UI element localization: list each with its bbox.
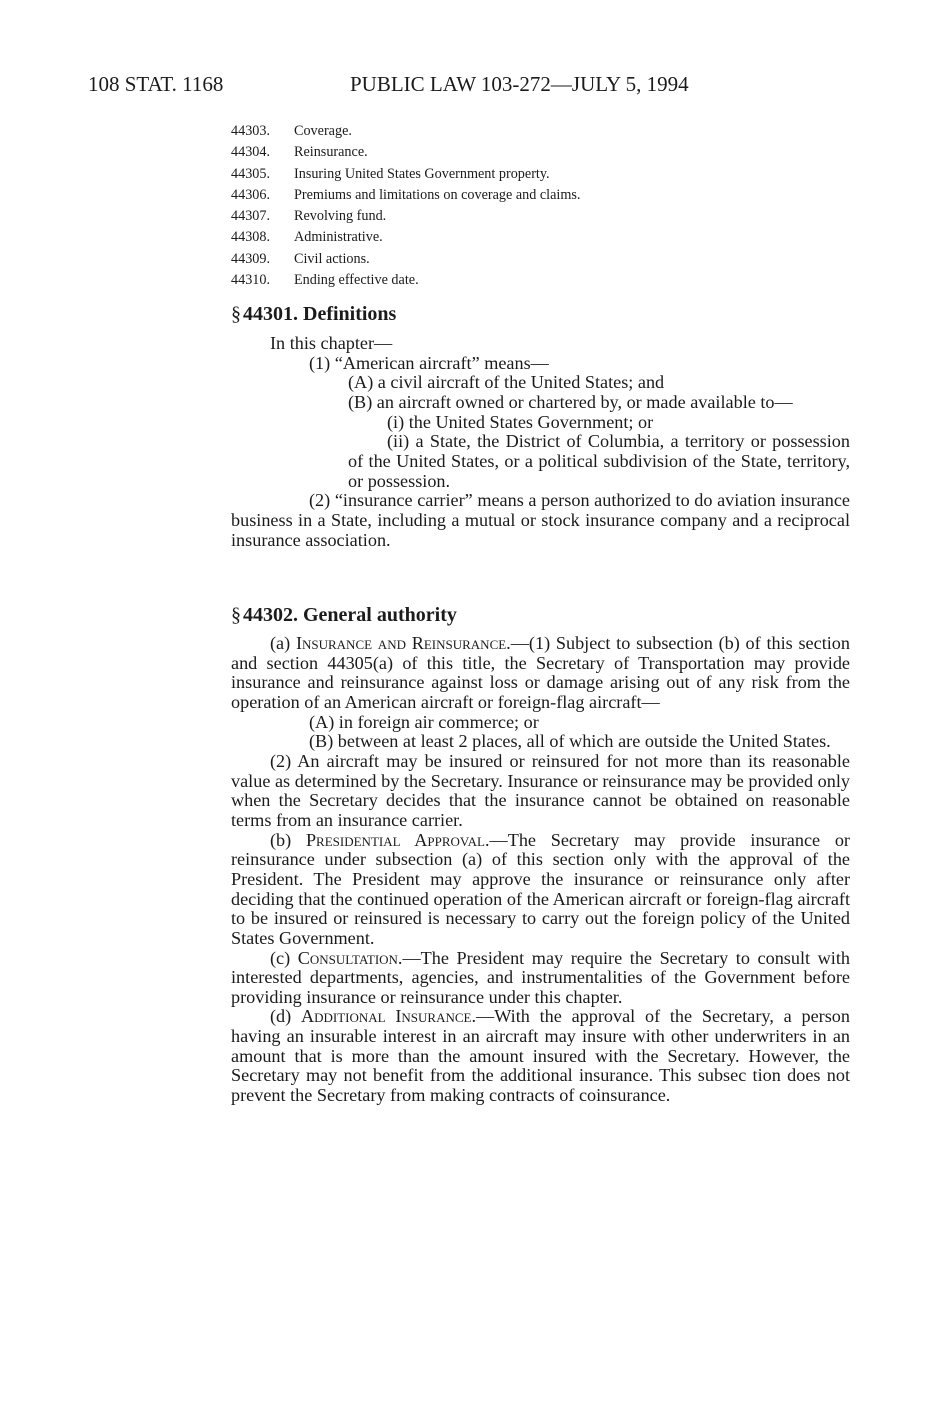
section-number: 44304.: [231, 144, 271, 161]
paragraph: (B) between at least 2 places, all of which are outside the United States.: [309, 731, 831, 752]
subsection-text: —The President may require the Secretary to consult with interested departments, agencies, and instrumentalities of the Government before providing insurance or reinsurance under this chapter.: [231, 947, 850, 1007]
section-list-item: [231, 142, 580, 163]
subsection-b: [231, 831, 850, 949]
section-number: 44303.: [231, 123, 271, 139]
section-title: Administrative.: [294, 229, 383, 246]
paragraph: (B) an aircraft owned or chartered by, or made available to—: [348, 391, 793, 412]
subsection-label: (c): [270, 947, 298, 968]
subsection-text: —With the approval of the Secretary, a person having an insurable interest in an aircraft may insure with other underwriters in an amount that is more than the amount insured with the Secretary. However, the Secretary may not benefit from the additional insurance. This subsec tion does not prevent the Secretary from making contracts of coinsurance.: [231, 1006, 850, 1106]
section-list-item: [231, 164, 580, 185]
section-list-item: [231, 121, 580, 142]
section-symbol: §: [231, 303, 241, 325]
section-title: Premiums and limitations on coverage and claims.: [294, 186, 581, 203]
subsection-heading: Insurance and Reinsurance.: [295, 633, 511, 653]
subsection-heading: Additional Insurance.: [300, 1006, 477, 1027]
section-title: Reinsurance.: [294, 144, 368, 161]
stat-page-number: 108 STAT. 1168: [88, 72, 224, 96]
subsection-heading: Consultation.: [297, 947, 403, 968]
section-symbol: §: [231, 604, 241, 626]
section-title: Ending effective date.: [294, 272, 419, 289]
paragraph: (1) “American aircraft” means—: [309, 352, 549, 373]
section-title: Civil actions.: [294, 250, 370, 267]
section-heading-number: 44301.: [243, 303, 298, 325]
subsection-label: (d): [270, 1006, 301, 1027]
section-heading-44301: [231, 303, 396, 326]
subsection-label: (b): [270, 829, 306, 850]
public-law-title: PUBLIC LAW 103-272—JULY 5, 1994: [350, 72, 689, 96]
section-number: 44306.: [231, 186, 271, 203]
paragraph: In this chapter—: [270, 333, 393, 353]
section-list-item: [231, 227, 580, 248]
subsection-heading: Presidential Approval.: [305, 829, 490, 850]
section-title: Revolving fund.: [294, 208, 387, 225]
section-list-item: [231, 249, 580, 270]
subsection-label: (a): [270, 633, 296, 653]
section-number: 44308.: [231, 229, 271, 246]
paragraph: (2) “insurance carrier” means a person authorized to do aviation insurance business in a State, including a mutual or stock insurance company and a reciprocal insurance association.: [231, 490, 850, 550]
section-body-44302: [231, 634, 850, 1106]
section-title: Insuring United States Government property.: [294, 165, 550, 182]
section-list-item: [231, 270, 580, 291]
section-number: 44307.: [231, 208, 271, 225]
paragraph: (ii) a State, the District of Columbia, a territory or possession of the United States, or a political subdivision of the State, territory, or possession.: [348, 431, 850, 491]
section-body-44301: [231, 334, 850, 550]
section-heading-number: 44302.: [243, 604, 298, 626]
section-number: 44309.: [231, 250, 271, 267]
paragraph: (A) in foreign air commerce; or: [309, 711, 539, 732]
paragraph: (A) a civil aircraft of the United States; and: [348, 372, 665, 393]
paragraph: (i) the United States Government; or: [387, 411, 654, 432]
section-title: Coverage.: [294, 123, 352, 139]
paragraph: (2) An aircraft may be insured or reinsured for not more than its reasonable value as determined by the Secretary. Insurance or reinsurance may be provided only when the Secretary decides that the insurance cannot be obtained on reasonable terms from an insurance carrier.: [231, 750, 850, 830]
section-number: 44305.: [231, 165, 271, 182]
subsection-text: —(1) Subject to subsection (b) of this section and section 44305(a) of this title, the Secretary of Transportation may provide insurance and reinsurance against loss or damage arising out of any risk from the operation of an American aircraft or foreign-flag aircraft—: [231, 633, 850, 712]
section-heading-44302: [231, 604, 457, 627]
subsection-a: [231, 634, 850, 713]
section-heading-title: Definitions: [303, 303, 397, 325]
subsection-text: —The Secretary may provide insurance or reinsurance under subsection (a) of this section only with the approval of the President. The President may approve the insurance or reinsurance only after deciding that the continued operation of the American aircraft or foreign-flag aircraft to be insured or reinsured is necessary to carry out the foreign policy of the United States Government.: [231, 829, 850, 948]
section-list-item: [231, 206, 580, 227]
section-heading-title: General authority: [303, 604, 457, 626]
subsection-c: [231, 949, 850, 1008]
subsection-d: [231, 1007, 850, 1105]
section-list-item: [231, 185, 580, 206]
page-header: [88, 72, 868, 102]
section-list: [231, 121, 580, 291]
section-number: 44310.: [231, 272, 271, 289]
